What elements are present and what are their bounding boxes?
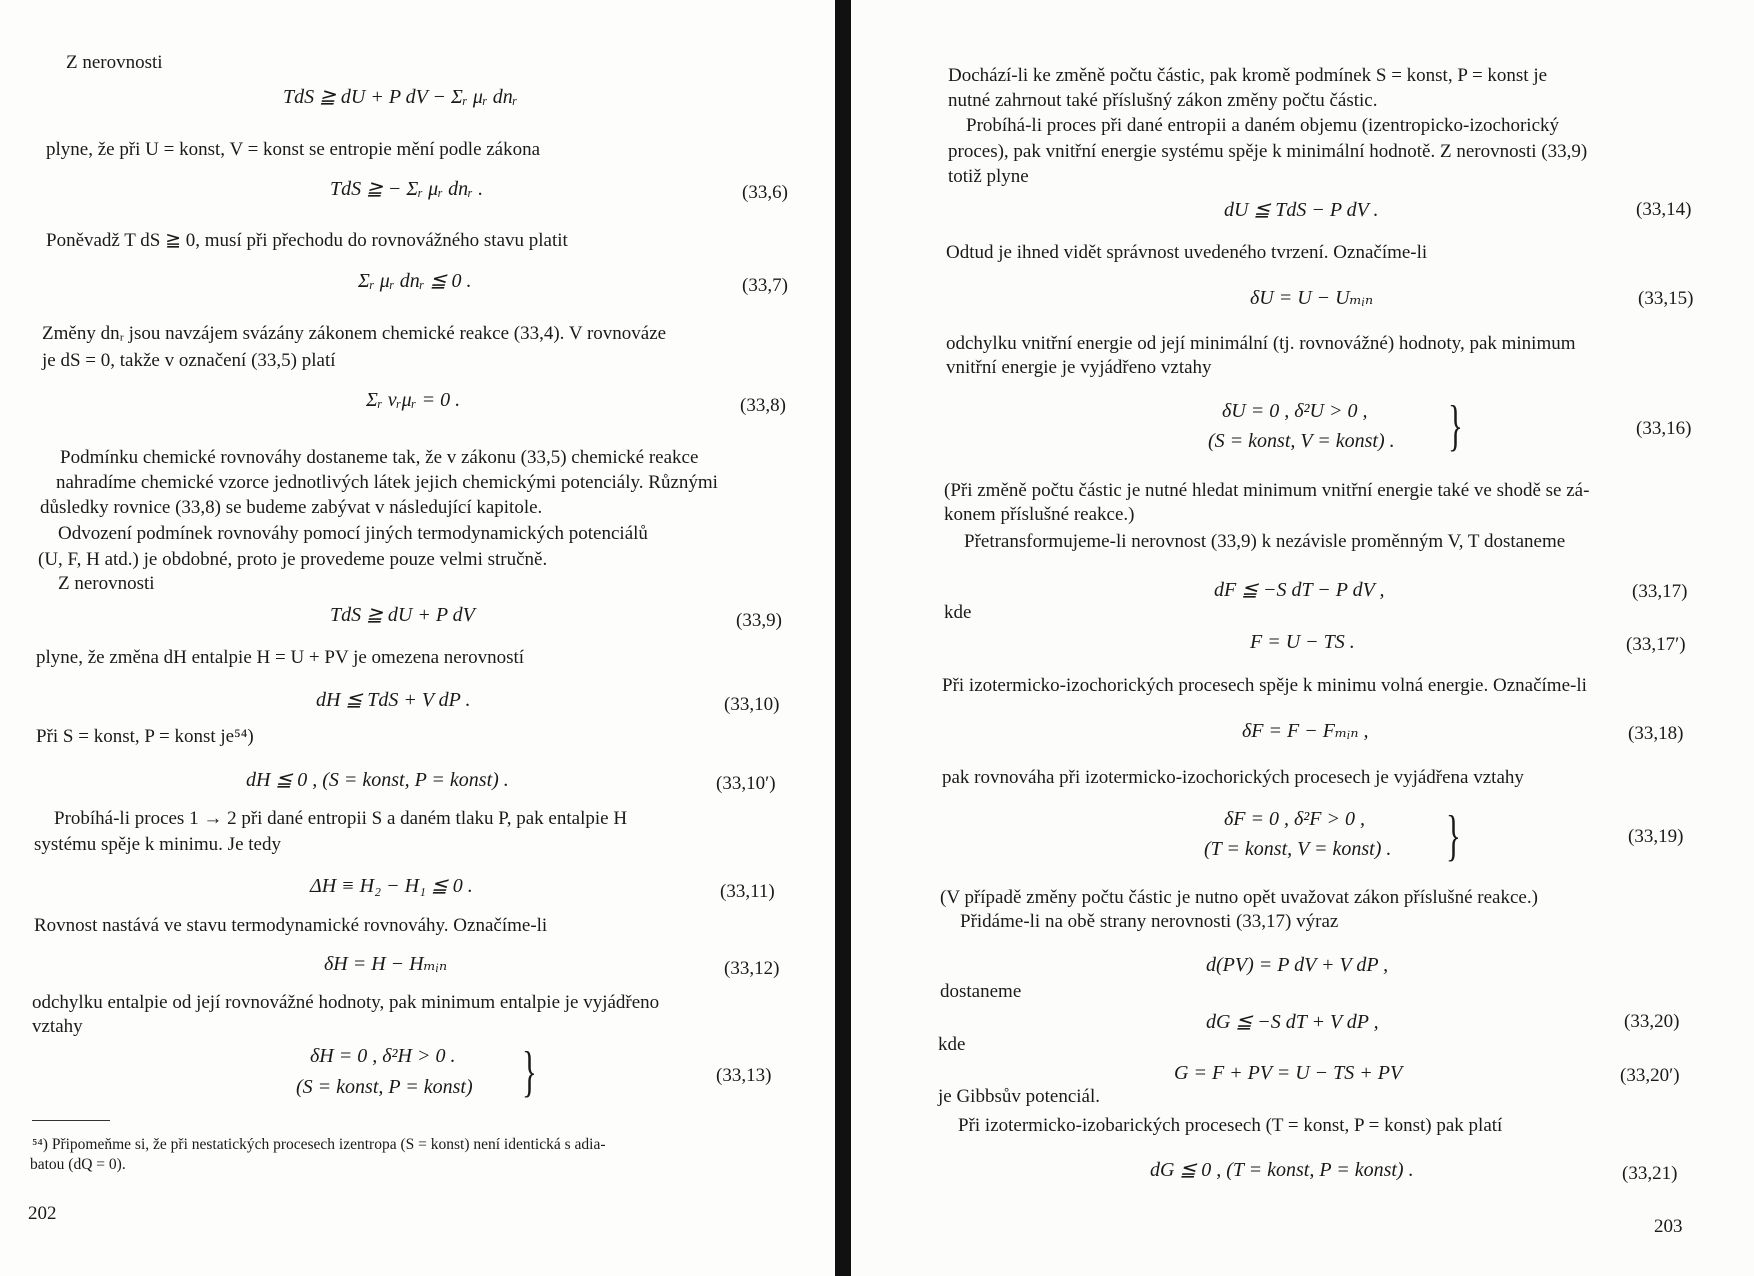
text-line: (U, F, H atd.) je obdobné, proto je provedeme pouze velmi stručně. bbox=[38, 549, 548, 570]
equation: dU ≦ TdS − P dV . bbox=[1224, 199, 1379, 221]
equation: dH ≦ 0 , (S = konst, P = konst) . bbox=[246, 769, 509, 791]
equation-number: (33,20) bbox=[1624, 1011, 1680, 1032]
text-line: plyne, že při U = konst, V = konst se entropie mění podle zákona bbox=[46, 139, 541, 160]
equation-number: (33,11) bbox=[720, 881, 775, 902]
equation: d(PV) = P dV + V dP , bbox=[1206, 954, 1389, 976]
text-line: je Gibbsův potenciál. bbox=[938, 1086, 1100, 1107]
footnote: ⁵⁴) Připomeňme si, že při nestatických procesech izentropa (S = konst) není identická s adia- bbox=[32, 1136, 606, 1153]
equation-number: (33,8) bbox=[740, 395, 786, 416]
text-line: Při izotermicko-izochorických procesech spěje k minimu volná energie. Označíme-li bbox=[942, 675, 1587, 696]
equation: δH = 0 , δ²H > 0 . bbox=[310, 1045, 456, 1067]
text-line: odchylku entalpie od její rovnovážné hodnoty, pak minimum entalpie je vyjádřeno bbox=[32, 992, 660, 1013]
book-spine bbox=[835, 0, 851, 1276]
equation: δU = 0 , δ²U > 0 , bbox=[1222, 400, 1368, 422]
text-line: Změny dnᵣ jsou navzájem svázány zákonem chemické reakce (33,4). V rovnováze bbox=[42, 323, 667, 344]
equation-number: (33,10′) bbox=[716, 773, 776, 794]
right-brace: } bbox=[522, 1041, 537, 1103]
equation: G = F + PV = U − TS + PV bbox=[1174, 1062, 1403, 1084]
text-line: (Při změně počtu částic je nutné hledat minimum vnitřní energie také ve shodě se zá- bbox=[944, 480, 1590, 501]
equation: TdS ≧ − Σᵣ μᵣ dnᵣ . bbox=[330, 178, 484, 200]
equation-number: (33,21) bbox=[1622, 1163, 1678, 1184]
equation: δF = 0 , δ²F > 0 , bbox=[1224, 808, 1366, 830]
text-line: Dochází-li ke změně počtu částic, pak kromě podmínek S = konst, P = konst je bbox=[948, 65, 1548, 86]
text-line: kde bbox=[938, 1034, 966, 1055]
footnote: batou (dQ = 0). bbox=[30, 1156, 126, 1173]
equation-number: (33,17′) bbox=[1626, 634, 1686, 655]
equation: TdS ≧ dU + P dV − Σᵣ μᵣ dnᵣ bbox=[283, 86, 518, 108]
equation: dF ≦ −S dT − P dV , bbox=[1214, 579, 1385, 601]
text-line: Přetransformujeme-li nerovnost (33,9) k nezávisle proměnným V, T dostaneme bbox=[964, 531, 1566, 552]
text-line: Přidáme-li na obě strany nerovnosti (33,17) výraz bbox=[960, 911, 1339, 932]
equation: dG ≦ 0 , (T = konst, P = konst) . bbox=[1150, 1159, 1414, 1181]
text-line: je dS = 0, takže v označení (33,5) platí bbox=[42, 350, 336, 371]
equation: (S = konst, V = konst) . bbox=[1208, 430, 1395, 452]
text-line: Probíhá-li proces při dané entropii a daném objemu (izentropicko-izochorický bbox=[966, 115, 1560, 136]
equation: dH ≦ TdS + V dP . bbox=[316, 689, 471, 711]
equation: (T = konst, V = konst) . bbox=[1204, 838, 1392, 860]
equation-number: (33,7) bbox=[742, 275, 788, 296]
text-line: totiž plyne bbox=[948, 166, 1029, 187]
equation-number: (33,6) bbox=[742, 182, 788, 203]
right-brace: } bbox=[1448, 395, 1463, 457]
equation-number: (33,9) bbox=[736, 610, 782, 631]
equation: (S = konst, P = konst) bbox=[296, 1076, 473, 1098]
text-line: systému spěje k minimu. Je tedy bbox=[34, 834, 281, 855]
equation-number: (33,17) bbox=[1632, 581, 1688, 602]
equation: Σᵣ μᵣ dnᵣ ≦ 0 . bbox=[358, 270, 472, 292]
equation-number: (33,18) bbox=[1628, 723, 1684, 744]
text-line: proces), pak vnitřní energie systému spěje k minimální hodnotě. Z nerovnosti (33,9) bbox=[948, 141, 1588, 162]
text-line: odchylku vnitřní energie od její minimální (tj. rovnovážné) hodnoty, pak minimum bbox=[946, 333, 1576, 354]
text-line: Probíhá-li proces 1 → 2 při dané entropii S a daném tlaku P, pak entalpie H bbox=[54, 808, 628, 829]
equation: dG ≦ −S dT + V dP , bbox=[1206, 1011, 1379, 1033]
text-line: (V případě změny počtu částic je nutno opět uvažovat zákon příslušné reakce.) bbox=[940, 887, 1538, 908]
equation: Σᵣ νᵣμᵣ = 0 . bbox=[366, 389, 461, 411]
equation-number: (33,12) bbox=[724, 958, 780, 979]
text-line: Odtud je ihned vidět správnost uvedeného tvrzení. Označíme-li bbox=[946, 242, 1428, 263]
equation-number: (33,16) bbox=[1636, 418, 1692, 439]
equation-number: (33,20′) bbox=[1620, 1065, 1680, 1086]
equation: F = U − TS . bbox=[1250, 631, 1355, 653]
page-number: 203 bbox=[1654, 1216, 1683, 1237]
text-line: pak rovnováha při izotermicko-izochorických procesech je vyjádřena vztahy bbox=[942, 767, 1524, 788]
equation: δF = F − Fₘᵢₙ , bbox=[1242, 720, 1369, 742]
text-line: vztahy bbox=[32, 1016, 83, 1037]
right-brace: } bbox=[1446, 805, 1461, 867]
text-line: vnitřní energie je vyjádřeno vztahy bbox=[946, 357, 1212, 378]
text-line: nahradíme chemické vzorce jednotlivých látek jejich chemickými potenciály. Různými bbox=[56, 472, 718, 493]
text-line: Poněvadž T dS ≧ 0, musí při přechodu do rovnovážného stavu platit bbox=[46, 230, 568, 251]
text-line: plyne, že změna dH entalpie H = U + PV je omezena nerovností bbox=[36, 647, 525, 668]
text-line: Z nerovnosti bbox=[66, 52, 163, 73]
equation-number: (33,15) bbox=[1638, 288, 1694, 309]
page-number: 202 bbox=[28, 1203, 57, 1224]
equation: ΔH ≡ H₂ − H₁ ≦ 0 . bbox=[310, 875, 473, 897]
equation-number: (33,10) bbox=[724, 694, 780, 715]
text-line: Odvození podmínek rovnováhy pomocí jiných termodynamických potenciálů bbox=[58, 523, 648, 544]
text-line: Při izotermicko-izobarických procesech (T = konst, P = konst) pak platí bbox=[958, 1115, 1503, 1136]
equation: TdS ≧ dU + P dV bbox=[330, 604, 475, 626]
text-line: Z nerovnosti bbox=[58, 573, 155, 594]
equation-number: (33,13) bbox=[716, 1065, 772, 1086]
text-line: konem příslušné reakce.) bbox=[944, 504, 1135, 525]
equation: δU = U − Uₘᵢₙ bbox=[1250, 287, 1374, 309]
text-line: nutné zahrnout také příslušný zákon změny počtu částic. bbox=[948, 90, 1378, 111]
equation-number: (33,14) bbox=[1636, 199, 1692, 220]
equation: δH = H − Hₘᵢₙ bbox=[324, 953, 448, 975]
text-line: kde bbox=[944, 602, 972, 623]
text-line: dostaneme bbox=[940, 981, 1022, 1002]
text-line: Rovnost nastává ve stavu termodynamické rovnováhy. Označíme-li bbox=[34, 915, 548, 936]
equation-number: (33,19) bbox=[1628, 826, 1684, 847]
text-line: Podmínku chemické rovnováhy dostaneme tak, že v zákonu (33,5) chemické reakce bbox=[60, 447, 699, 468]
text-line: důsledky rovnice (33,8) se budeme zabývat v následující kapitole. bbox=[40, 497, 543, 518]
footnote-rule bbox=[32, 1120, 110, 1121]
text-line: Při S = konst, P = konst je⁵⁴) bbox=[36, 726, 254, 747]
